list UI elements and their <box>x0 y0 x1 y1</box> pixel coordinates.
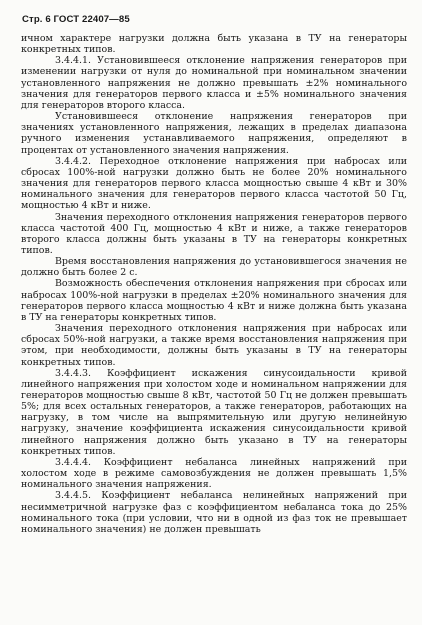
document-body <box>21 33 407 535</box>
paragraph-transient-400hz: Значения переходного отклонения напряжения генераторов первого класса частотой 400 Гц, мощностью 4 кВт и ниже, а также генераторов второго класса должны быть указаны в ТУ на генераторы конкретных типов. <box>21 211 407 256</box>
paragraph-recovery-time: Время восстановления напряжения до установившегося значения не должно быть более 2 с. <box>21 256 407 279</box>
page-header: Стр. 6 ГОСТ 22407—85 <box>22 14 130 25</box>
paragraph-3-4-4-4: 3.4.4.4. Коэффициент небаланса линейных напряжений при холостом ходе в режиме самовозбуждения не должен превышать 1,5% номинального значения напряжения. <box>21 456 407 491</box>
paragraph-50-percent-load: Значения переходного отклонения напряжения при набросах или сбросах 50%-ной нагрузки, а также время восстановления напряжения при этом, при необходимости, должны быть указаны в ТУ на генераторы конкретных типов. <box>21 323 407 368</box>
paragraph-3-4-4-5: 3.4.4.5. Коэффициент небаланса нелинейных напряжений при несимметричной нагрузке фаз с коэффициентом небаланса тока до 25% номинального тока (при условии, что ни в одной из фаз ток не превышает номинального значения) не должен превышать <box>21 490 407 535</box>
paragraph-3-4-4-3: 3.4.4.3. Коэффициент искажения синусоидальности кривой линейного напряжения при холостом ходе и номинальном напряжении для генераторов мощностью свыше 8 кВт, частотой 50 Гц не должен превышать 5%; для всех остальных генераторов, а также генераторов, работающих на нагрузку, в том числе на выпрямительную или другую нелинейную нагрузку, значение коэффициента искажения синусоидальности кривой линейного напряжения должно быть указано в ТУ на генераторы конкретных типов. <box>21 367 407 457</box>
paragraph-manual-range: Установившееся отклонение напряжения генераторов при значениях установленного напряжения, лежащих в пределах диапазона ручного изменения устанавливаемого напряжения, определяют в процентах от установленного значения напряжения. <box>21 111 407 156</box>
paragraph-3-4-4-1: 3.4.4.1. Установившееся отклонение напряжения генераторов при изменении нагрузки от нуля до номинальной при номинальном значении установленного напряжения не должно превышать ±2% номинального значения для генераторов первого класса и ±5% номинального значения для генераторов второго класса. <box>21 55 407 111</box>
paragraph-continuation: ичном характере нагрузки должна быть указана в ТУ на генераторы конкретных типов. <box>21 33 407 56</box>
paragraph-3-4-4-2: 3.4.4.2. Переходное отклонение напряжения при набросах или сбросах 100%-ной нагрузки должно быть не более 20% номинального значения для генераторов первого класса мощностью свыше 4 кВт и 30% номинального значения для генераторов первого класса частотой 50 Гц, мощностью 4 кВт и ниже. <box>21 155 407 212</box>
paragraph-possibility: Возможность обеспечения отклонения напряжения при сбросах или набросах 100%-ной нагрузки в пределах ±20% номинального значения для генераторов первого класса мощностью 4 кВт и ниже должна быть указана в ТУ на генераторы конкретных типов. <box>21 278 407 323</box>
